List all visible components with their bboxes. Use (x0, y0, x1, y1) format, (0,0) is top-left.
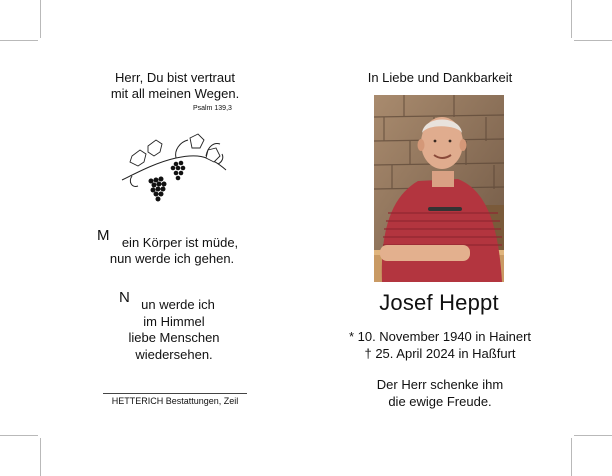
crop-mark (571, 0, 572, 38)
birth-date: * 10. November 1940 in Hainert (348, 329, 532, 344)
stanza-1-line-2: nun werde ich gehen. (109, 251, 235, 266)
crop-mark (574, 40, 612, 41)
death-date: † 25. April 2024 in Haßfurt (364, 346, 516, 361)
portrait-photo (374, 95, 504, 282)
verse-reference: Psalm 139,3 (193, 105, 232, 112)
grape-vine-icon (118, 132, 230, 206)
stanza-2-line-4: wiedersehen. (135, 347, 213, 362)
verse-line-1: Herr, Du bist vertraut (115, 70, 235, 85)
deceased-name: Josef Heppt (379, 290, 499, 315)
crop-mark (0, 40, 38, 41)
crop-mark (40, 438, 41, 476)
crop-mark (0, 435, 38, 436)
footer-undertaker: HETTERICH Bestattungen, Zeil (111, 396, 239, 406)
stanza-2-line-3: liebe Menschen (128, 330, 220, 345)
stanza-2-line-2: im Himmel (143, 314, 205, 329)
stanza-1-initial: M (97, 227, 110, 244)
closing-line-1: Der Herr schenke ihm (376, 377, 504, 392)
crop-mark (574, 435, 612, 436)
stanza-1-line-1: ein Körper ist müde, (121, 235, 239, 250)
verse-line-2: mit all meinen Wegen. (110, 86, 240, 101)
heading: In Liebe und Dankbarkeit (367, 70, 513, 85)
crop-mark (40, 0, 41, 38)
crop-mark (571, 438, 572, 476)
stanza-2-line-1: un werde ich (141, 297, 215, 312)
footer-rule (103, 393, 247, 394)
stanza-2-initial: N (119, 289, 130, 306)
closing-line-2: die ewige Freude. (388, 394, 492, 409)
